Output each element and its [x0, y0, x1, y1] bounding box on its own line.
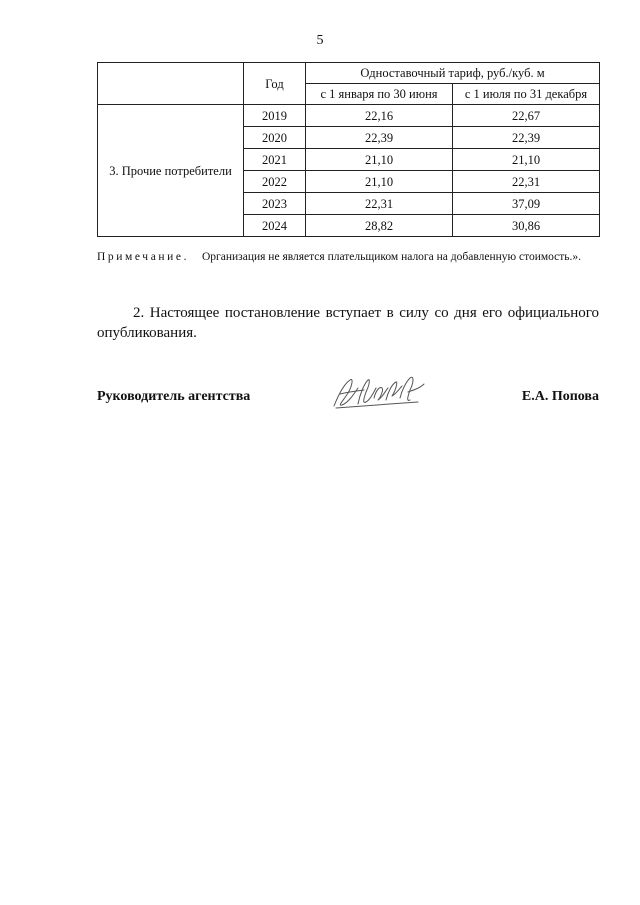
header-period-2: с 1 июля по 31 декабря	[453, 84, 600, 105]
header-period-1: с 1 января по 30 июня	[306, 84, 453, 105]
handwritten-signature	[330, 372, 426, 412]
year-cell: 2023	[244, 193, 306, 215]
page-number: 5	[316, 33, 324, 48]
group-label: 3. Прочие потребители	[98, 105, 244, 237]
tariff-h1-cell: 22,31	[306, 193, 453, 215]
tariff-h1-cell: 22,39	[306, 127, 453, 149]
header-year: Год	[244, 63, 306, 105]
tariff-h2-cell: 22,39	[453, 127, 600, 149]
tariff-h1-cell: 22,16	[306, 105, 453, 127]
year-cell: 2020	[244, 127, 306, 149]
signatory-name: Е.А. Попова	[521, 389, 599, 404]
table-row	[98, 105, 600, 127]
header-tariff: Одноставочный тариф, руб./куб. м	[306, 63, 600, 84]
tariff-h1-cell: 21,10	[306, 149, 453, 171]
tariff-h1-cell: 28,82	[306, 215, 453, 237]
tariff-table	[97, 62, 600, 237]
tariff-h2-cell: 21,10	[453, 149, 600, 171]
tariff-h2-cell: 37,09	[453, 193, 600, 215]
year-cell: 2019	[244, 105, 306, 127]
tariff-h2-cell: 22,31	[453, 171, 600, 193]
year-cell: 2021	[244, 149, 306, 171]
tariff-h2-cell: 30,86	[453, 215, 600, 237]
note	[97, 250, 599, 264]
tariff-h2-cell: 22,67	[453, 105, 600, 127]
note-label: Примечание.	[97, 251, 190, 263]
effective-date-paragraph: 2. Настоящее постановление вступает в силу со дня его официального опубликования.	[97, 305, 599, 341]
signatory-title: Руководитель агентства	[97, 389, 251, 404]
note-text: Организация не является плательщиком налога на добавленную стоимость.».	[202, 251, 582, 263]
tariff-h1-cell: 21,10	[306, 171, 453, 193]
header-empty-cell	[98, 63, 244, 105]
year-cell: 2024	[244, 215, 306, 237]
year-cell: 2022	[244, 171, 306, 193]
table-header-row	[98, 63, 600, 84]
